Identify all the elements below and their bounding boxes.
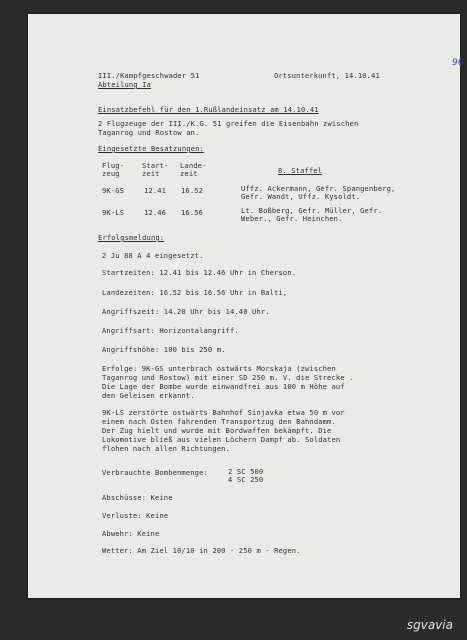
report-success-3: Die Lage der Bombe wurde einwandfrei aus 100 m Höhe auf <box>102 382 345 391</box>
row1-plane: 9K-GS <box>102 186 125 195</box>
report-ls-3: Der Zug hielt und wurde mit Bordwaffen bekämpft. Die <box>102 426 332 435</box>
order-title: Einsatzbefehl für den 1.Rußlandeinsatz am 14.10.41 <box>98 105 319 114</box>
row2-start: 12.46 <box>144 208 167 217</box>
report-ls-4: Lokomotive bließ aus vielen Löchern Dampf ab. Soldaten <box>102 435 341 444</box>
col-land-header-2: zeit <box>180 169 198 178</box>
unit-name: III./Kampfgeschwader 51 <box>98 71 200 80</box>
row2-land: 16.56 <box>181 208 204 217</box>
watermark: sgvavia <box>406 618 453 632</box>
place-date: Ortsunterkunft, 14.10.41 <box>274 71 380 80</box>
report-heading: Erfolgsmeldung: <box>98 233 165 242</box>
bombs-label: Verbrauchte Bombenmenge: <box>102 468 208 477</box>
crews-heading: Eingesetzte Besatzungen: <box>98 144 204 153</box>
report-attack-time: Angriffszeit: 14.20 Uhr bis 14.40 Uhr. <box>102 307 270 316</box>
report-ls-5: flohen nach allen Richtungen. <box>102 444 230 453</box>
report-success-1: Erfolge: 9K-GS unterbrach ostwärts Morskaja (zwischen <box>102 364 336 373</box>
col-plane-header-2: zeug <box>102 169 120 178</box>
report-attack-type: Angriffsart: Horizontalangriff. <box>102 326 239 335</box>
row1-start: 12.41 <box>144 186 167 195</box>
bombs-1: 2 SC 500 <box>228 467 264 476</box>
col-start-header: Start- <box>142 161 169 170</box>
order-text-line-1: 2 Flugzeuge der III./K.G. 51 greifen die Eisenbahn zwischen <box>98 119 359 128</box>
document-page <box>28 14 464 598</box>
row2-crew-2: Weber., Gefr. Heinchen. <box>241 214 343 223</box>
col-start-header-2: zeit <box>142 169 160 178</box>
order-text-line-2: Taganrog und Rostow an. <box>98 128 200 137</box>
row2-crew-1: Lt. Boßberg, Gefr. Müller, Gefr. <box>241 206 383 215</box>
weather: Wetter: Am Ziel 10/10 in 200 - 250 m - Regen. <box>102 546 301 555</box>
shootdowns: Abschüsse: Keine <box>102 493 173 502</box>
report-success-4: den Geleisen erkannt. <box>102 391 195 400</box>
flak: Abwehr: Keine <box>102 529 160 538</box>
report-takeoff: Startzeiten: 12.41 bis 12.46 Uhr in Cherson. <box>102 268 297 277</box>
report-attack-alt: Angriffshöhe: 100 bis 250 m. <box>102 345 226 354</box>
report-landing: Landezeiten: 16.52 bis 16.56 Uhr in Balti, <box>102 288 288 297</box>
row1-crew-2: Gefr. Wandt, Uffz. Kysoldt. <box>241 192 361 201</box>
squadron-label: 8. Staffel <box>278 166 323 175</box>
row1-land: 16.52 <box>181 186 204 195</box>
report-ls-1: 9K-LS zerstörte ostwärts Bahnhof Sinjavka etwa 50 m vor <box>102 408 345 417</box>
department: Abteilung Ia <box>98 80 151 89</box>
col-plane-header: Flug- <box>102 161 125 170</box>
col-land-header: Lande- <box>180 161 207 170</box>
row1-crew-1: Uffz. Ackermann, Gefr. Spangenberg, <box>241 184 396 193</box>
report-deployed: 2 Ju 88 A 4 eingesetzt. <box>102 251 204 260</box>
page-number: 96 <box>452 58 464 68</box>
losses: Verluste: Keine <box>102 511 169 520</box>
row2-plane: 9K-LS <box>102 208 125 217</box>
report-ls-2: einem nach Osten fahrenden Transportzug den Bahndamm. <box>102 417 336 426</box>
report-success-2: Taganrog und Rostow) mit einer SD 250 m. V. die Strecke . <box>102 373 354 382</box>
bombs-2: 4 SC 250 <box>228 475 264 484</box>
